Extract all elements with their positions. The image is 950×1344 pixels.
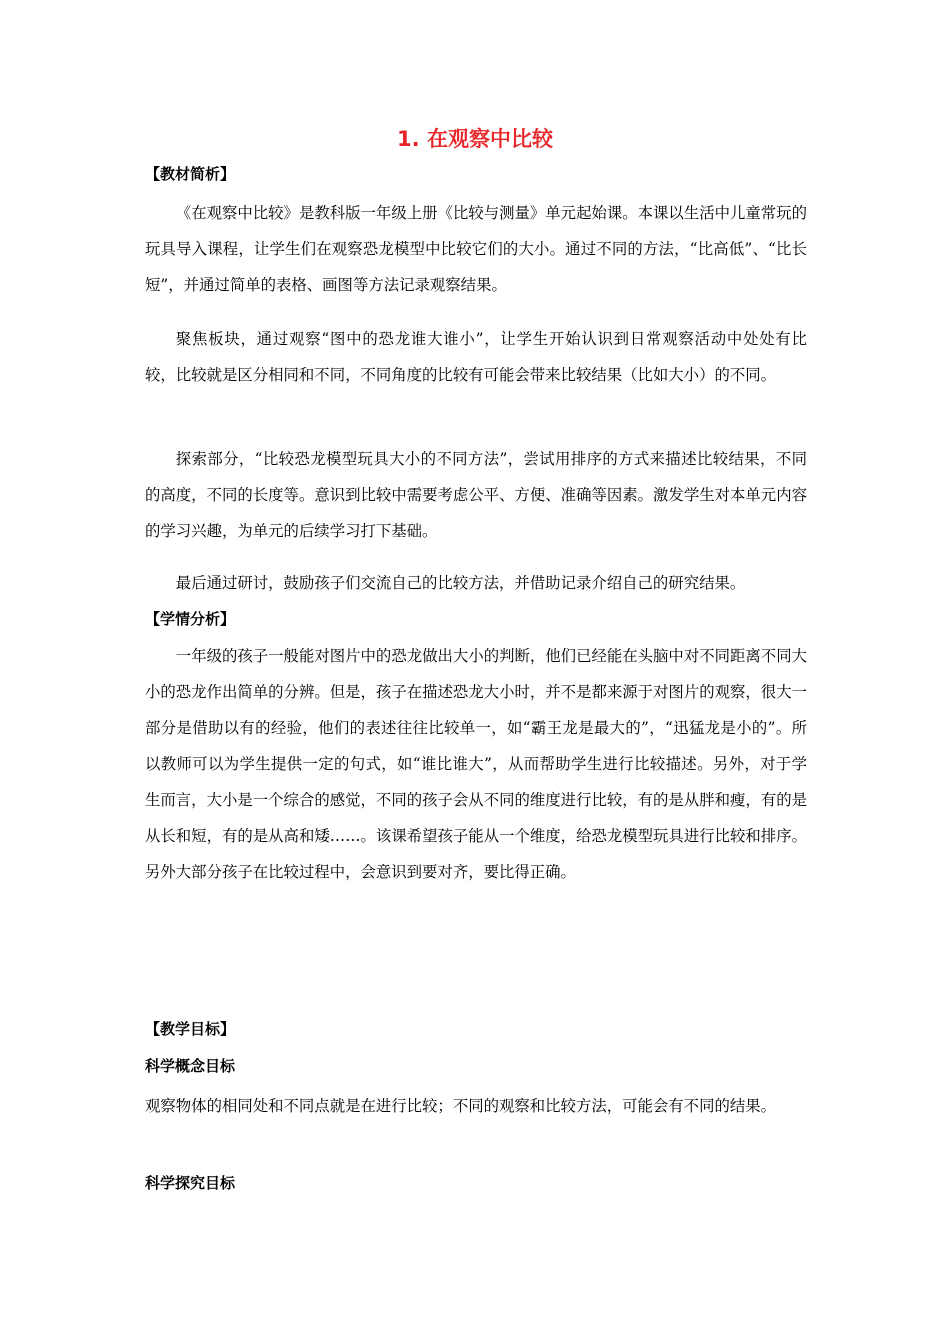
paragraph-textbook-1: 《在观察中比较》是教科版一年级上册《比较与测量》单元起始课。本课以生活中儿童常玩的玩具导入课程，让学生们在观察恐龙模型中比较它们的大小。通过不同的方法，“比高低”、“比长短”，并通过简单的表格、画图等方法记录观察结果。 bbox=[145, 204, 807, 294]
paragraph-textbook-4: 最后通过研讨，鼓励孩子们交流自己的比较方法，并借助记录介绍自己的研究结果。 bbox=[175, 574, 746, 592]
page-title: 1. 在观察中比较 bbox=[397, 127, 553, 151]
subheading-inquiry-goal: 科学探究目标 bbox=[145, 1174, 236, 1192]
paragraph-textbook-2: 聚焦板块，通过观察“图中的恐龙谁大谁小”，让学生开始认识到日常观察活动中处处有比较，比较就是区分相同和不同，不同角度的比较有可能会带来比较结果（比如大小）的不同。 bbox=[145, 330, 807, 384]
subheading-concept-goal: 科学概念目标 bbox=[145, 1057, 236, 1075]
paragraph-textbook-3: 探索部分，“比较恐龙模型玩具大小的不同方法”，尝试用排序的方式来描述比较结果，不同的高度，不同的长度等。意识到比较中需要考虑公平、方便、准确等因素。激发学生对本单元内容的学习兴趣，为单元的后续学习打下基础。 bbox=[145, 450, 807, 540]
paragraph-student-1: 一年级的孩子一般能对图片中的恐龙做出大小的判断，他们已经能在头脑中对不同距离不同大小的恐龙作出简单的分辨。但是，孩子在描述恐龙大小时，并不是都来源于对图片的观察，很大一部分是借助以有的经验，他们的表述往往比较单一，如“霸王龙是最大的”，“迅猛龙是小的”。所以教师可以为学生提供一定的句式，如“谁比谁大”，从而帮助学生进行比较描述。另外，对于学生而言，大小是一个综合的感觉，不同的孩子会从不同的维度进行比较，有的是从胖和瘦，有的是从长和短，有的是从高和矮……。该课希望孩子能从一个维度，给恐龙模型玩具进行比较和排序。另外大部分孩子在比较过程中，会意识到要对齐，要比得正确。 bbox=[145, 647, 807, 881]
section-heading-teaching-goals: 【教学目标】 bbox=[145, 1020, 236, 1038]
section-heading-student-analysis: 【学情分析】 bbox=[145, 610, 236, 628]
section-heading-textbook-analysis: 【教材简析】 bbox=[145, 165, 236, 183]
paragraph-concept-goal: 观察物体的相同处和不同点就是在进行比较；不同的观察和比较方法，可能会有不同的结果。 bbox=[145, 1097, 777, 1115]
